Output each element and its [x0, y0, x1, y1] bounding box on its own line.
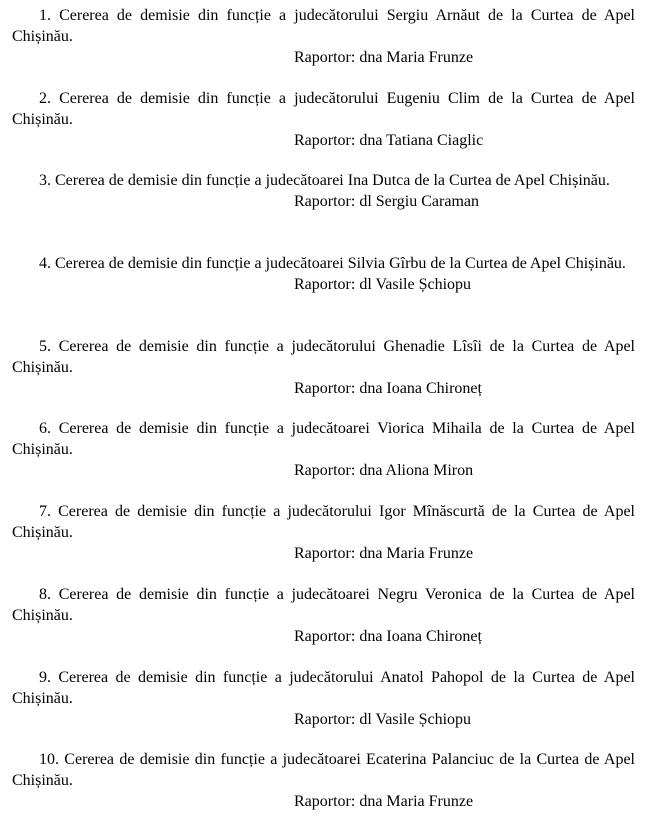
agenda-item-raportor: Raportor: dna Aliona Miron [294, 462, 474, 480]
agenda-item-raportor: Raportor: dna Maria Frunze [294, 793, 474, 811]
agenda-item-raportor: Raportor: dna Ioana Chironeț [294, 379, 482, 397]
agenda-document [12, 5, 635, 832]
agenda-item [12, 253, 635, 336]
agenda-item [12, 667, 635, 750]
agenda-item-raportor: Raportor: dna Ioana Chironeț [294, 627, 482, 645]
agenda-item-raportor: Raportor: dna Maria Frunze [294, 545, 474, 563]
agenda-item-raportor: Raportor: dl Vasile Șchiopu [294, 276, 472, 294]
agenda-item-raportor: Raportor: dl Vasile Șchiopu [294, 710, 472, 728]
agenda-item-text: 8. Cererea de demisie din funcție a judecătoarei Negru Veronica de la Curtea de Apel Chișinău. [12, 585, 635, 624]
agenda-item [12, 418, 635, 501]
agenda-item [12, 5, 635, 88]
agenda-item-text: 2. Cererea de demisie din funcție a judecătorului Eugeniu Clim de la Curtea de Apel Chișinău. [12, 89, 635, 128]
agenda-item-text: 3. Cererea de demisie din funcție a judecătoarei Ina Dutca de la Curtea de Apel Chișinău. [39, 172, 610, 190]
agenda-item [12, 170, 635, 253]
agenda-item-text: 7. Cererea de demisie din funcție a judecătorului Igor Mînăscurtă de la Curtea de Apel Chișinău. [12, 503, 635, 542]
agenda-item-text: 5. Cererea de demisie din funcție a judecătorului Ghenadie Lîsîi de la Curtea de Apel Chișinău. [12, 337, 635, 376]
agenda-item-raportor: Raportor: dna Tatiana Ciaglic [294, 131, 484, 149]
agenda-item [12, 501, 635, 584]
agenda-item-text: 4. Cererea de demisie din funcție a judecătoarei Silvia Gîrbu de la Curtea de Apel Chișinău. [39, 255, 626, 273]
agenda-item-text: 6. Cererea de demisie din funcție a judecătoarei Viorica Mihaila de la Curtea de Apel Chișinău. [12, 420, 635, 459]
agenda-item [12, 336, 635, 419]
agenda-item-raportor: Raportor: dl Sergiu Caraman [294, 193, 479, 211]
agenda-item-text: 9. Cererea de demisie din funcție a judecătorului Anatol Pahopol de la Curtea de Apel Chișinău. [12, 668, 635, 707]
agenda-item-text: 10. Cererea de demisie din funcție a judecătoarei Ecaterina Palanciuc de la Curtea de Apel Chișinău. [12, 751, 635, 790]
agenda-item [12, 584, 635, 667]
agenda-item [12, 749, 635, 832]
agenda-item-raportor: Raportor: dna Maria Frunze [294, 49, 474, 66]
agenda-item [12, 88, 635, 171]
agenda-item-text: 1. Cererea de demisie din funcție a judecătorului Sergiu Arnăut de la Curtea de Apel Chișinău. [12, 7, 635, 45]
